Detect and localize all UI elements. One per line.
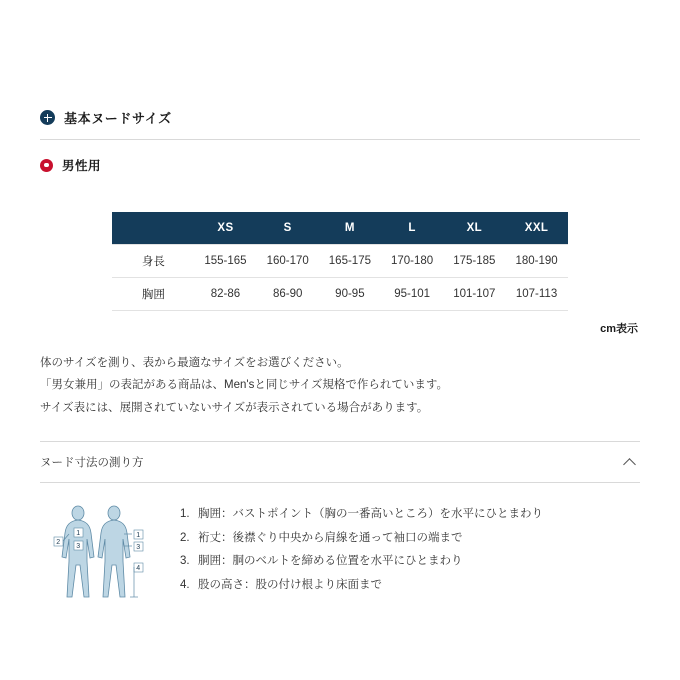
guide-list xyxy=(180,501,543,646)
note-line-1: 体のサイズを測り、表から最適なサイズをお選びください。 xyxy=(40,357,349,369)
guide-number-2: 2. xyxy=(180,531,190,544)
row-header-chest: 胸囲 xyxy=(112,278,194,311)
body-figure-illustration xyxy=(40,501,158,646)
list-item xyxy=(180,527,543,551)
cell-chest-l: 95-101 xyxy=(381,278,443,311)
column-header-xl: XL xyxy=(443,212,505,245)
list-item xyxy=(180,574,543,598)
note-line-3: サイズ表には、展開されていないサイズが表示されている場合があります。 xyxy=(40,401,429,414)
figure-label-2: 2 xyxy=(56,539,61,547)
guide-text-4: 股の高さ：股の付け根より床面まで xyxy=(198,578,382,591)
notes-block xyxy=(40,352,640,419)
list-item xyxy=(180,550,543,574)
plus-circle-icon xyxy=(40,110,55,125)
measurement-accordion xyxy=(40,441,640,483)
column-header-s: S xyxy=(257,212,319,245)
guide-number-1: 1. xyxy=(180,508,190,521)
dot-circle-icon xyxy=(40,159,53,172)
note-line-2: 「男女兼用」の表記がある商品は、Men'sと同じサイズ規格で作られています。 xyxy=(40,379,448,392)
accordion-label: ヌード寸法の測り方 xyxy=(40,457,144,470)
cell-height-xs: 155-165 xyxy=(194,245,256,278)
guide-number-4: 4. xyxy=(180,578,190,591)
table-corner-cell xyxy=(112,212,194,245)
guide-text-2: 裄丈：後襟ぐり中央から肩線を通って袖口の端まで xyxy=(198,531,463,544)
figure-label-3: 3 xyxy=(76,543,81,551)
cell-height-xl: 175-185 xyxy=(443,245,505,278)
unit-note: cm表示 xyxy=(600,323,638,335)
column-header-xs: XS xyxy=(194,212,256,245)
cell-height-xxl: 180-190 xyxy=(505,245,567,278)
measurement-guide xyxy=(40,483,640,646)
size-table-wrap xyxy=(40,212,640,311)
row-header-height: 身長 xyxy=(112,245,194,278)
column-header-m: M xyxy=(319,212,381,245)
cell-chest-xs: 82-86 xyxy=(194,278,256,311)
page-title: 基本ヌードサイズ xyxy=(64,111,172,126)
guide-number-3: 3. xyxy=(180,555,190,568)
column-header-l: L xyxy=(381,212,443,245)
figure-label-4: 4 xyxy=(136,565,141,573)
guide-text-1: 胸囲：バストポイント（胸の一番高いところ）を水平にひとまわり xyxy=(198,508,543,521)
column-header-xxl: XXL xyxy=(505,212,567,245)
cell-height-l: 170-180 xyxy=(381,245,443,278)
figure-label-3b: 3 xyxy=(136,544,141,552)
table-row xyxy=(112,245,567,278)
cell-chest-xl: 101-107 xyxy=(443,278,505,311)
figure-label-1: 1 xyxy=(76,530,81,538)
cell-chest-s: 86-90 xyxy=(257,278,319,311)
subsection-header xyxy=(40,156,640,174)
cell-height-s: 160-170 xyxy=(257,245,319,278)
figure-label-1b: 1 xyxy=(136,532,141,540)
guide-text-3: 胴囲：胴のベルトを締める位置を水平にひとまわり xyxy=(198,555,463,568)
size-table xyxy=(112,212,567,311)
list-item xyxy=(180,503,543,527)
cell-height-m: 165-175 xyxy=(319,245,381,278)
body-figure-svg xyxy=(48,501,158,641)
section-header xyxy=(40,0,640,127)
chevron-up-icon[interactable] xyxy=(624,456,636,468)
table-header-row xyxy=(112,212,567,245)
header-divider xyxy=(40,139,640,140)
table-row xyxy=(112,278,567,311)
cell-chest-xxl: 107-113 xyxy=(505,278,567,311)
subsection-title: 男性用 xyxy=(62,159,102,173)
accordion-toggle[interactable] xyxy=(40,442,640,482)
cell-chest-m: 90-95 xyxy=(319,278,381,311)
